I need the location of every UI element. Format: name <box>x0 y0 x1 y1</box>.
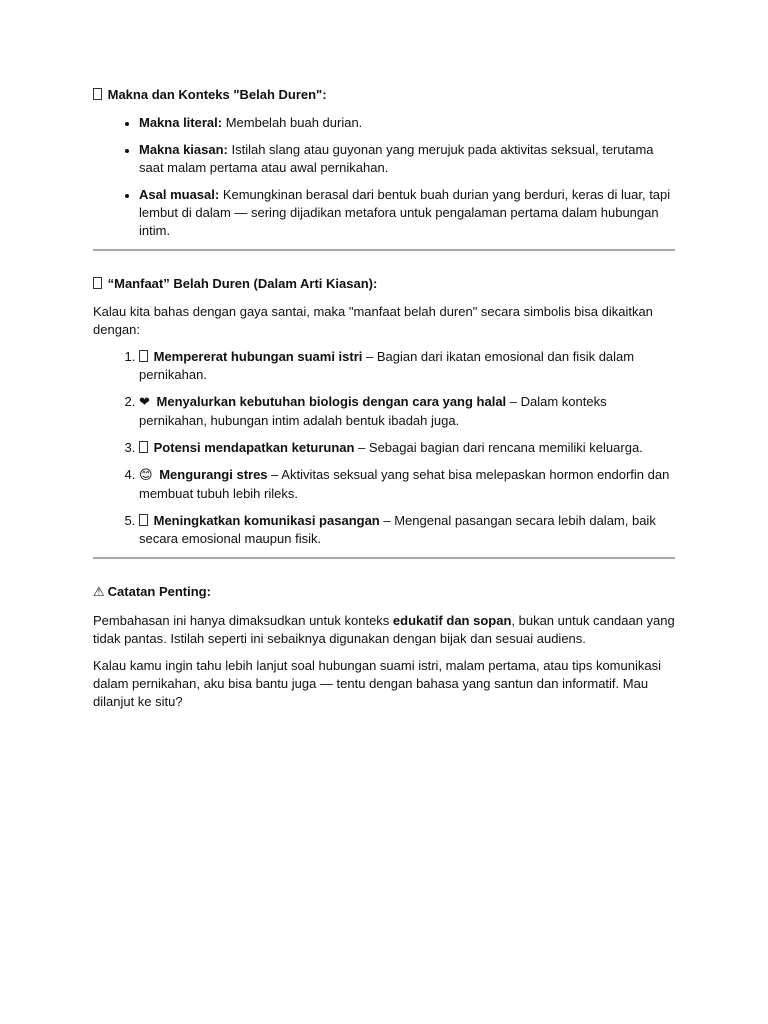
list-item <box>139 439 675 457</box>
list-item <box>139 186 675 240</box>
list-item <box>139 466 675 503</box>
section-heading-catatan-text: Catatan Penting: <box>107 584 211 599</box>
missing-glyph-icon <box>139 350 148 362</box>
list-item-term: Makna kiasan: <box>139 142 228 157</box>
list-item <box>139 114 675 132</box>
manfaat-intro: Kalau kita bahas dengan gaya santai, maka "manfaat belah duren" secara simbolis bisa dikaitkan dengan: <box>93 304 653 337</box>
catatan-emphasis: edukatif dan sopan <box>392 613 512 628</box>
section-heading-catatan <box>93 583 675 602</box>
closing-paragraph: Kalau kamu ingin tahu lebih lanjut soal hubungan suami istri, malam pertama, atau tips komunikasi dalam pernikahan, aku bisa bantu juga — tentu dengan bahasa yang santun dan informatif. Mau dilanjut ke situ? <box>93 658 661 709</box>
list-item-text: – Dalam konteks pernikahan, hubungan intim adalah bentuk ibadah juga. <box>139 394 607 428</box>
missing-glyph-icon <box>93 277 102 289</box>
list-item-text: – Aktivitas seksual yang sehat bisa melepaskan hormon endorfin dan membuat tubuh lebih rileks. <box>139 467 670 501</box>
list-item <box>139 512 675 548</box>
list-item-term: Meningkatkan komunikasi pasangan <box>153 513 380 528</box>
section-heading-makna-text: Makna dan Konteks "Belah Duren": <box>107 87 327 102</box>
warning-icon: ⚠ <box>93 585 105 600</box>
divider <box>93 249 675 251</box>
list-item-text: – Bagian dari ikatan emosional dan fisik dalam pernikahan. <box>139 349 635 382</box>
list-item-term: Menyalurkan kebutuhan biologis dengan cara yang halal <box>156 394 507 409</box>
catatan-text-start: Pembahasan ini hanya dimaksudkan untuk konteks <box>93 613 393 628</box>
list-item <box>139 393 675 430</box>
list-item-text: Membelah buah durian. <box>222 115 363 130</box>
heart-icon: ❤ <box>139 395 150 410</box>
missing-glyph-icon <box>93 88 102 100</box>
list-item-text: – Sebagai bagian dari rencana memiliki keluarga. <box>354 440 643 455</box>
manfaat-list <box>93 348 675 548</box>
missing-glyph-icon <box>139 514 148 526</box>
list-item-term: Mempererat hubungan suami istri <box>153 349 363 364</box>
list-item-term: Potensi mendapatkan keturunan <box>153 440 355 455</box>
list-item-text: Istilah slang atau guyonan yang merujuk pada aktivitas seksual, terutama saat malam pertama atau awal pernikahan. <box>139 142 654 175</box>
catatan-paragraph <box>93 612 675 648</box>
makna-list <box>93 114 675 240</box>
list-item-text: Kemungkinan berasal dari bentuk buah durian yang berduri, keras di luar, tapi lembut di dalam — sering dijadikan metafora untuk pengalaman pertama dalam hubungan intim. <box>139 187 671 238</box>
divider <box>93 557 675 559</box>
list-item <box>139 348 675 384</box>
list-item <box>139 141 675 177</box>
smiley-icon: 😊 <box>139 468 153 483</box>
document-content <box>93 86 675 711</box>
section-heading-makna <box>93 86 675 104</box>
section-heading-manfaat-text: “Manfaat” Belah Duren (Dalam Arti Kiasan): <box>107 276 378 291</box>
list-item-text: – Mengenal pasangan secara lebih dalam, baik secara emosional maupun fisik. <box>139 513 656 546</box>
catatan-text-end: , bukan untuk candaan yang tidak pantas. Istilah seperti ini sebaiknya digunakan dengan bijak dan sesuai audiens. <box>93 613 675 646</box>
missing-glyph-icon <box>139 441 148 453</box>
list-item-term: Mengurangi stres <box>159 467 268 482</box>
list-item-term: Makna literal: <box>139 115 223 130</box>
list-item-term: Asal muasal: <box>139 187 220 202</box>
section-heading-manfaat <box>93 275 675 293</box>
